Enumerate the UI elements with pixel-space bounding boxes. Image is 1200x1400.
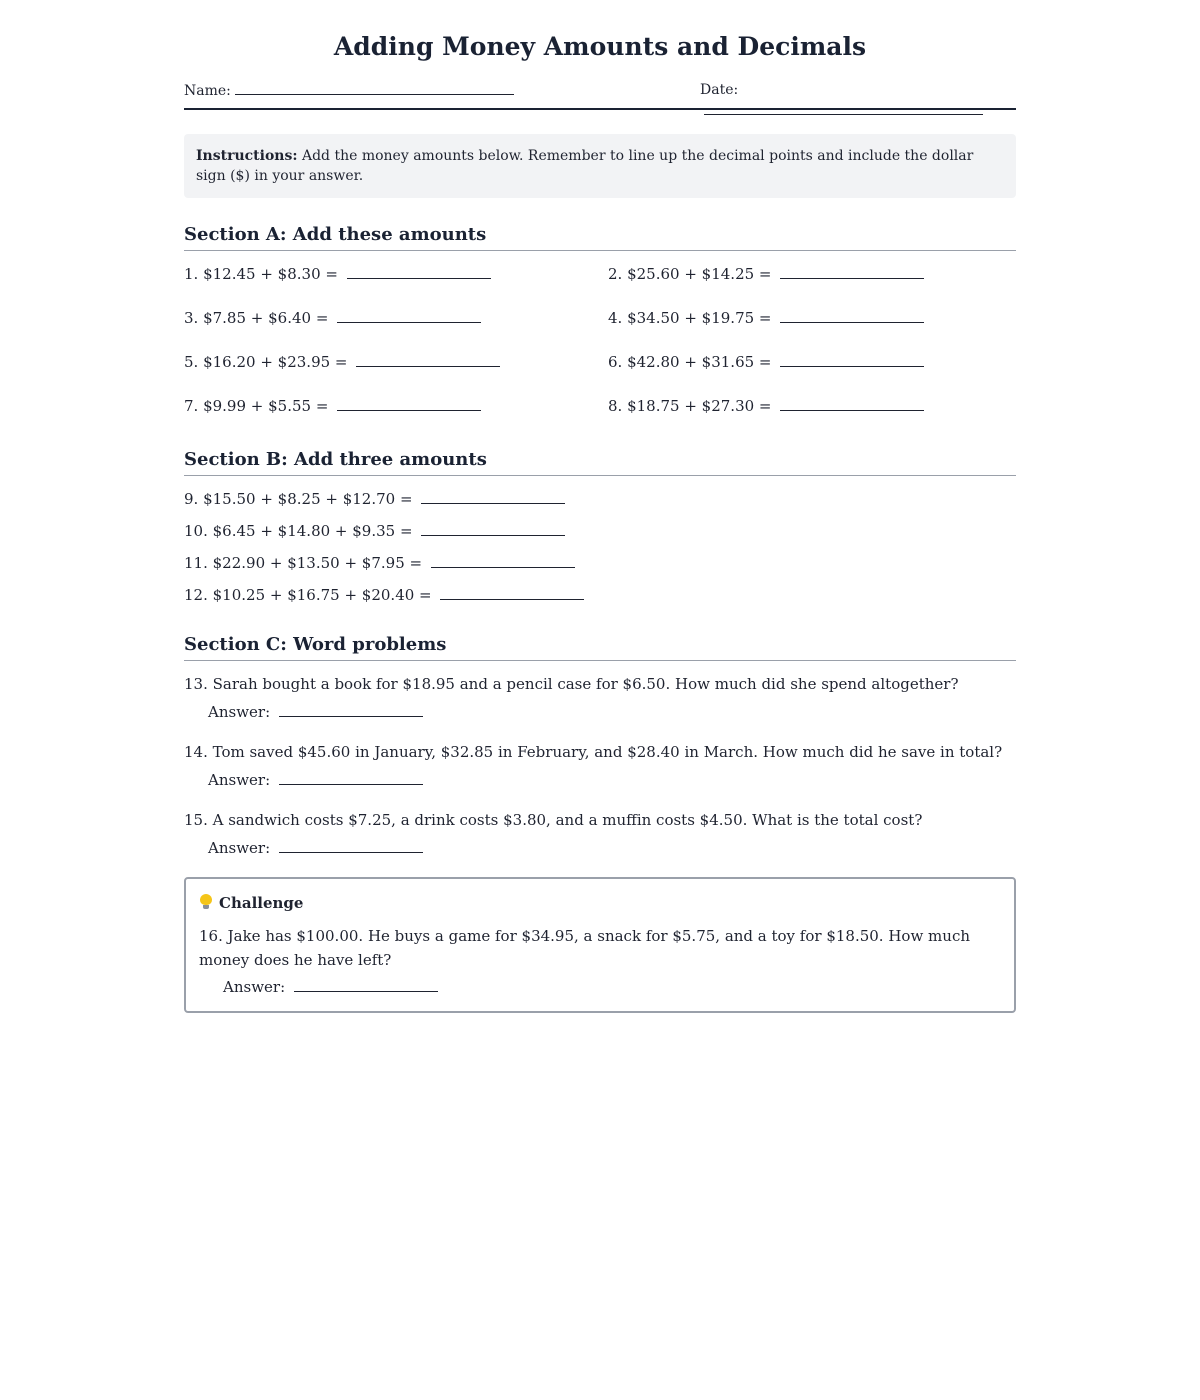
problem-6 [608,351,924,373]
problem-text: 12. $10.25 + $16.75 + $20.40 = [184,586,432,604]
problem-3 [184,307,481,329]
answer-blank[interactable] [421,520,565,536]
problem-text: 11. $22.90 + $13.50 + $7.95 = [184,554,423,572]
date-label: Date: [700,82,739,98]
answer-blank[interactable] [294,976,438,992]
problem-text: 9. $15.50 + $8.25 + $12.70 = [184,490,413,508]
answer-label: Answer: [208,703,271,721]
challenge-answer-row [223,976,438,998]
answer-blank[interactable] [431,552,575,568]
challenge-title: Challenge [219,894,304,912]
answer-label: Answer: [223,978,286,996]
problem-5 [184,351,500,373]
section-b-title: Section B: Add three amounts [184,447,1016,476]
lightbulb-icon [199,894,213,910]
instructions-label: Instructions: [196,148,298,164]
answer-blank[interactable] [279,837,423,853]
section-a-title: Section A: Add these amounts [184,222,1016,251]
problem-11 [184,552,575,574]
problem-9 [184,488,565,510]
name-label: Name: [184,83,231,99]
answer-blank[interactable] [780,263,924,279]
problem-text: 7. $9.99 + $5.55 = [184,397,329,415]
answer-row-14 [208,769,423,791]
name-field[interactable] [184,80,514,101]
word-problem-15: 15. A sandwich costs $7.25, a drink costs $3.80, and a muffin costs $4.50. What is the total cost? [184,811,923,829]
problem-text: 3. $7.85 + $6.40 = [184,309,329,327]
answer-label: Answer: [208,839,271,857]
problem-12 [184,584,584,606]
name-blank-line[interactable] [235,80,514,95]
problem-text: 8. $18.75 + $27.30 = [608,397,772,415]
problem-4 [608,307,924,329]
challenge-question: 16. Jake has $100.00. He buys a game for $34.95, a snack for $5.75, and a toy for $18.50. How much money does he have left? [199,927,971,969]
name-date-row [184,80,1016,110]
answer-blank[interactable] [780,351,924,367]
answer-blank[interactable] [347,263,491,279]
answer-blank[interactable] [337,307,481,323]
date-blank-line[interactable] [704,100,983,115]
answer-blank[interactable] [421,488,565,504]
problem-10 [184,520,565,542]
answer-blank[interactable] [337,395,481,411]
answer-blank[interactable] [279,701,423,717]
challenge-heading [199,892,303,914]
answer-blank[interactable] [279,769,423,785]
section-c-title: Section C: Word problems [184,632,1016,661]
challenge-box [184,877,1016,1013]
answer-row-15 [208,837,423,859]
answer-blank[interactable] [780,307,924,323]
problem-1 [184,263,491,285]
problem-text: 4. $34.50 + $19.75 = [608,309,772,327]
word-problem-14: 14. Tom saved $45.60 in January, $32.85 in February, and $28.40 in March. How much did he save in total? [184,743,1003,761]
problem-text: 5. $16.20 + $23.95 = [184,353,348,371]
problem-8 [608,395,924,417]
instructions-text: Add the money amounts below. Remember to line up the decimal points and include the dollar sign ($) in your answer. [196,148,974,184]
problem-text: 6. $42.80 + $31.65 = [608,353,772,371]
problem-2 [608,263,924,285]
answer-blank[interactable] [356,351,500,367]
problem-text: 2. $25.60 + $14.25 = [608,265,772,283]
answer-label: Answer: [208,771,271,789]
problem-text: 10. $6.45 + $14.80 + $9.35 = [184,522,413,540]
problem-text: 1. $12.45 + $8.30 = [184,265,338,283]
answer-row-13 [208,701,423,723]
answer-blank[interactable] [780,395,924,411]
answer-blank[interactable] [440,584,584,600]
word-problem-13: 13. Sarah bought a book for $18.95 and a pencil case for $6.50. How much did she spend altogether? [184,675,959,693]
instructions-box [184,134,1016,198]
date-field[interactable] [700,80,1016,121]
page-title: Adding Money Amounts and Decimals [333,32,867,61]
problem-7 [184,395,481,417]
